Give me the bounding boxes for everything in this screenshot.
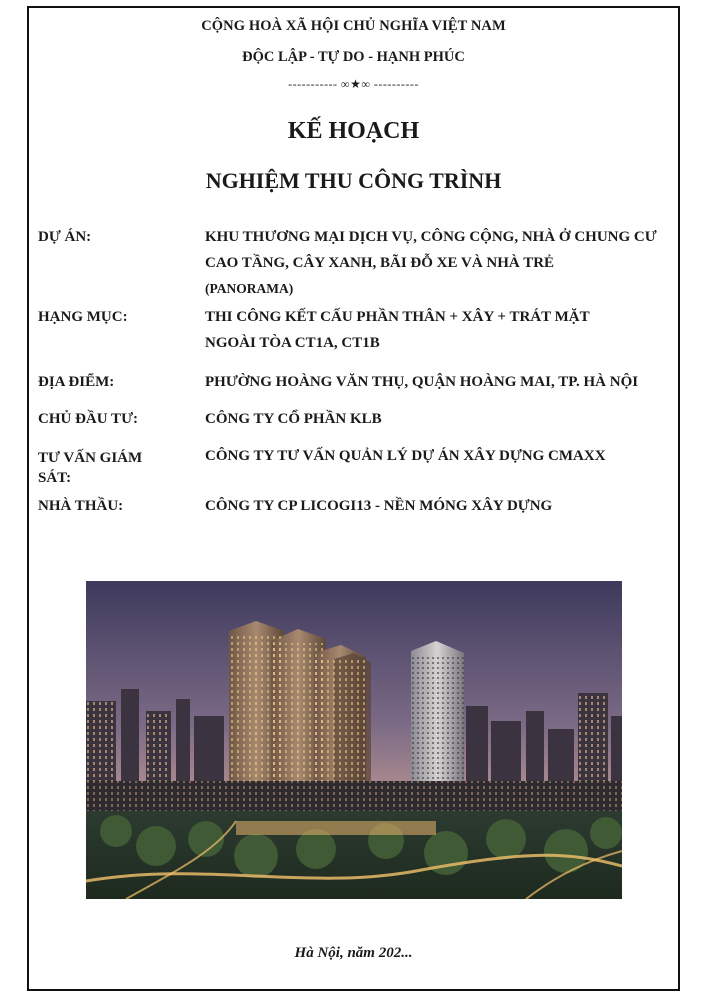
supervisor-label [38,448,142,488]
item-line-2: NGOÀI TÒA CT1A, CT1B [205,335,380,351]
investor-label: CHỦ ĐẦU TƯ: [38,411,138,427]
nation-heading: CỘNG HOÀ XÃ HỘI CHỦ NGHĨA VIỆT NAM [201,18,506,34]
document-title: KẾ HOẠCH [287,118,420,144]
investor-value: CÔNG TY CỔ PHẦN KLB [205,411,382,427]
project-rendering-image [86,581,622,899]
project-line-1: KHU THƯƠNG MẠI DỊCH VỤ, CÔNG CỘNG, NHÀ Ở CHUNG CƯ [205,229,657,245]
location-label: ĐỊA ĐIỂM: [38,374,115,390]
item-line-1: THI CÔNG KẾT CẤU PHẦN THÂN + XÂY + TRÁT MẶT [205,309,590,325]
contractor-value: CÔNG TY CP LICOGI13 - NỀN MÓNG XÂY DỰNG [205,498,553,514]
project-label: DỰ ÁN: [38,229,92,245]
supervisor-value: CÔNG TY TƯ VẤN QUẢN LÝ DỰ ÁN XÂY DỰNG CMAXX [205,448,606,464]
item-label: HẠNG MỤC: [38,309,128,325]
supervisor-label-line-1: TƯ VẤN GIÁM [38,450,143,466]
project-value [205,224,675,302]
location-value: PHƯỜNG HOÀNG VĂN THỤ, QUẬN HOÀNG MAI, TP. HÀ NỘI [205,374,639,390]
document-subtitle: NGHIỆM THU CÔNG TRÌNH [205,168,502,193]
place-date: Hà Nội, năm 202... [294,945,413,961]
motto-heading: ĐỘC LẬP - TỰ DO - HẠNH PHÚC [242,49,465,65]
contractor-label: NHÀ THẦU: [38,498,124,514]
supervisor-label-line-2: SÁT: [38,470,72,486]
project-line-2: CAO TẦNG, CÂY XANH, BÃI ĐỖ XE VÀ NHÀ TRẺ [205,255,555,271]
item-value [205,304,675,356]
project-line-3: (PANORAMA) [205,281,294,296]
ornament-divider: ----------- ∞★∞ ---------- [288,77,419,91]
